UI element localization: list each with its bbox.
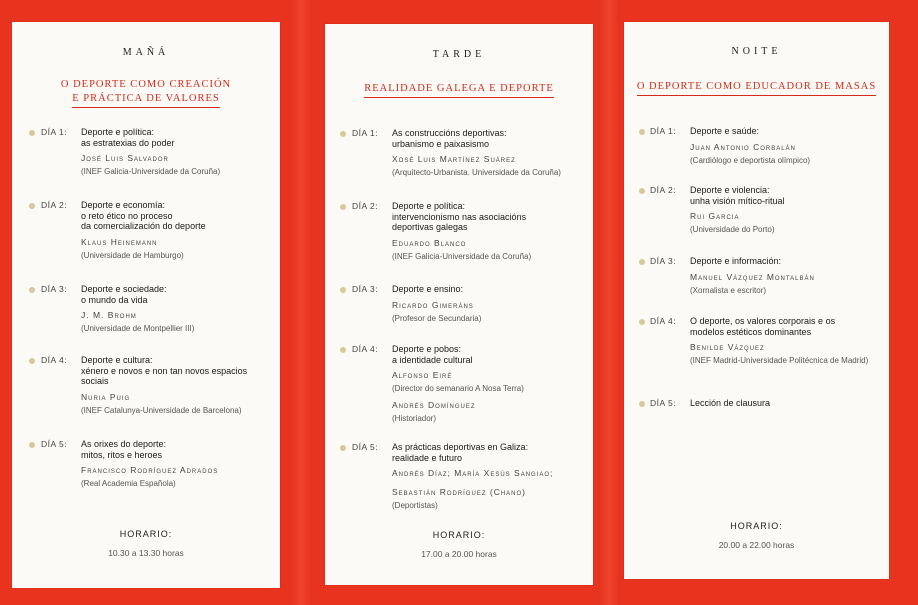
day-content [690,316,885,367]
bullet-icon [639,401,645,407]
bullet-icon [340,204,346,210]
day-content [392,128,589,179]
horario-label: HORARIO: [119,529,173,539]
speaker-affiliation: (INEF Catalunya-Universidade de Barcelona) [81,405,242,415]
day-label: DÍA 4: [352,344,379,354]
bullet-icon [29,130,35,136]
speaker-name: Nuria Puig [81,391,131,402]
topic: As prácticas deportivas en Galiza: realidade e futuro [392,442,529,463]
speaker-affiliation: (INEF Galicia-Universidade da Coruña) [81,167,221,176]
panel-subtitle: O DEPORTE COMO EDUCADOR DE MASAS [630,80,883,96]
bullet-icon [639,188,645,194]
day-label: DÍA 2: [41,200,68,210]
speaker-name: Ricardo Gimeráns [392,299,474,310]
fold-left [290,0,312,605]
day-label: DÍA 1: [650,126,677,136]
topic: Deporte e violencia: unha visión mítico-ritual [690,185,785,206]
day-label: DÍA 5: [352,442,379,452]
speaker-name: J. M. Brohm [81,310,137,320]
speaker-name: Alfonso Eiré [392,370,453,380]
bullet-icon [29,442,35,448]
speaker-name: Andrés Domínguez [392,399,476,410]
fold-right [598,0,620,605]
topic: Deporte e información: [690,256,782,266]
panel-mana [12,22,280,588]
panel-tarde [325,24,593,585]
horario-time: 10.30 a 13.30 horas [108,548,184,558]
day-label: DÍA 1: [41,127,68,137]
day-content [690,256,885,296]
panel-subtitle: O DEPORTE COMO CREACIÓN E PRÁCTICA DE VALORES [18,78,274,108]
day-label: DÍA 4: [650,316,677,326]
topic: Deporte e economía: o reto ético no proceso da comercialización do deporte [81,200,206,231]
panel-title: NOITE [731,46,782,57]
speaker-name: Manuel Vázquez Montalbán [690,271,815,282]
bullet-icon [29,358,35,364]
bullet-icon [340,445,346,451]
bullet-icon [340,131,346,137]
speaker-affiliation: (INEF Galicia-Universidade da Coruña) [392,251,532,261]
speaker-name: Klaus Heinemann [81,236,158,247]
topic: As construccións deportivas: urbanismo e paixasismo [392,128,507,149]
topic: Deporte e política: as estratexias do poder [81,127,175,148]
bullet-icon [639,129,645,135]
panel-subtitle: REALIDADE GALEGA E DEPORTE [331,82,587,98]
speaker-affiliation: (Profesor de Secundaria) [392,313,482,323]
day-content [392,201,589,262]
speaker-affiliation: (Director do semanario A Nosa Terra) [392,384,524,393]
topic: Deporte e ensino: [392,284,464,294]
day-content [392,284,589,324]
day-content [690,185,885,236]
day-label: DÍA 4: [41,355,68,365]
day-label: DÍA 2: [650,185,677,195]
panel-noite [624,22,889,579]
speaker-affiliation: (Arquitecto-Urbanista. Universidade da Coruña) [392,168,561,177]
day-label: DÍA 3: [41,284,68,294]
speaker-affiliation: (Deportistas) [392,501,438,510]
bullet-icon [639,259,645,265]
horario [624,521,889,550]
topic: Deporte e pobos: a identidade cultural [392,344,473,365]
day-label: DÍA 5: [41,439,68,449]
speaker-name: Francisco Rodríguez Adrados [81,465,219,475]
day-label: DÍA 2: [352,201,379,211]
day-label: DÍA 3: [650,256,677,266]
speaker-affiliation: (Historiador) [392,413,437,423]
speaker-affiliation: (Universidade de Hamburgo) [81,250,184,260]
horario-time: 20.00 a 22.00 horas [718,540,795,550]
day-content [690,398,885,409]
horario-label: HORARIO: [730,521,783,531]
panel-title: MAÑÁ [122,47,170,58]
speaker-affiliation: (Universidade do Porto) [690,225,775,234]
topic: Deporte e cultura: xénero e novos e non tan novos espacios sociais [81,355,248,386]
topic: O deporte, os valores corporais e os modelos estéticos dominantes [690,316,836,337]
speaker-name: José Luis Salvador [81,153,169,163]
speaker-name: Eduardo Blanco [392,237,467,248]
bullet-icon [29,287,35,293]
speaker-name: Rui Garcia [690,211,740,221]
day-content [81,284,276,335]
topic: Lección de clausura [690,398,771,408]
horario [325,530,593,559]
speaker-affiliation: (Xornalista e escritor) [690,285,767,295]
day-content [392,344,589,424]
day-content [81,439,276,490]
speaker-name: Andrés Díaz; María Xesús Sangiao; [392,468,554,478]
bullet-icon [340,347,346,353]
speaker-affiliation: (Cardiólogo e deportista olímpico) [690,155,811,165]
horario [12,529,280,558]
horario-label: HORARIO: [432,530,486,540]
speaker-name: Benilde Vázquez [690,342,765,352]
topic: Deporte e política: intervencionismo nas asociacións deportivas galegas [392,201,527,232]
panel-title: TARDE [432,49,486,60]
topic: As orixes do deporte: mitos, ritos e heroes [81,439,167,460]
speaker-affiliation: (Universidade de Montpellier III) [81,324,195,333]
day-content [81,127,276,178]
topic: Deporte e saúde: [690,126,760,136]
speaker-name: Juan Antonio Corbalán [690,141,796,152]
day-label: DÍA 1: [352,128,379,138]
day-content [81,355,276,416]
bullet-icon [29,203,35,209]
bullet-icon [340,287,346,293]
day-content [690,126,885,166]
day-content [81,200,276,261]
day-label: DÍA 3: [352,284,379,294]
speaker-name: Sebastián Rodríguez (Chano) [392,487,527,497]
day-label: DÍA 5: [650,398,677,408]
speaker-affiliation: (Real Academia Española) [81,479,176,488]
speaker-name: Xosé Luis Martínez Suárez [392,154,516,164]
bullet-icon [639,319,645,325]
topic: Deporte e sociedade: o mundo da vida [81,284,167,305]
day-content [392,442,589,512]
speaker-affiliation: (INEF Madrid-Universidade Politécnica de Madrid) [690,356,869,365]
horario-time: 17.00 a 20.00 horas [421,549,497,559]
